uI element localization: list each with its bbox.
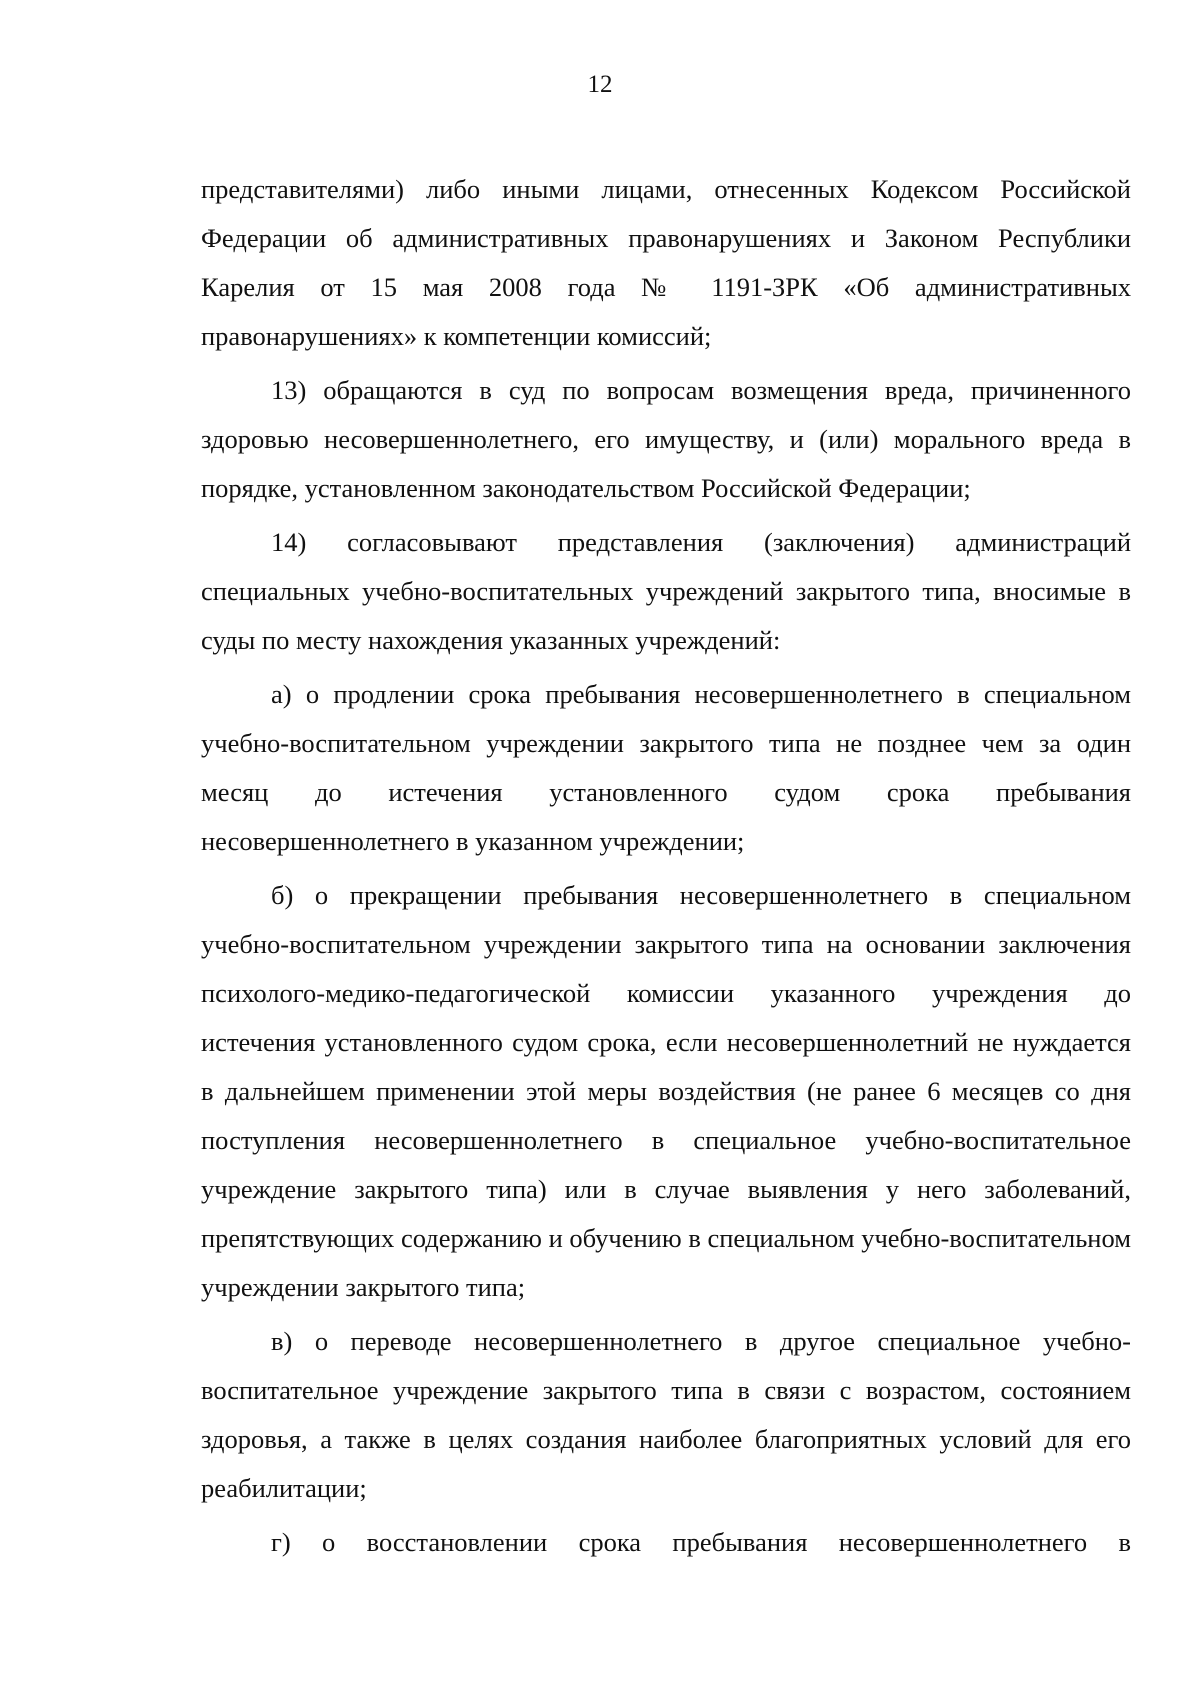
paragraph-subitem-v: в) о переводе несовершеннолетнего в другое специальное учебно-воспитательное учреждение закрытого типа в связи с возрастом, состоянием здоровья, а также в целях создания наиболее благоприятных условий для его реабилитации; <box>201 1326 1131 1503</box>
paragraph-item-13: 13) обращаются в суд по вопросам возмещения вреда, причиненного здоровью несовершеннолетнего, его имуществу, и (или) морального вреда в порядке, установленном законодательством Российской Федерации; <box>201 375 1131 503</box>
paragraph-subitem-g: г) о восстановлении срока пребывания несовершеннолетнего в <box>271 1527 1131 1557</box>
paragraph-subitem-a: а) о продлении срока пребывания несовершеннолетнего в специальном учебно-воспитательном учреждении закрытого типа не позднее чем за один месяц до истечения установленного судом срока пребывания несовершеннолетнего в указанном учреждении; <box>201 679 1131 856</box>
page-number: 12 <box>587 71 613 98</box>
paragraph-continuation: представителями) либо иными лицами, отнесенных Кодексом Российской Федерации об административных правонарушениях и Законом Республики Карелия от 15 мая 2008 года № 1191-ЗРК «Об административных правонарушениях» к компетенции комиссий; <box>201 174 1131 351</box>
paragraph-subitem-b: б) о прекращении пребывания несовершеннолетнего в специальном учебно-воспитательном учреждении закрытого типа на основании заключения психолого-медико-педагогической комиссии указанного учреждения до истечения установленного судом срока, если несовершеннолетний не нуждается в дальнейшем применении этой меры воздействия (не ранее 6 месяцев со дня поступления несовершеннолетнего в специальное учебно-воспитательное учреждение закрытого типа) или в случае выявления у него заболеваний, препятствующих содержанию и обучению в специальном учебно-воспитательном учреждении закрытого типа; <box>201 880 1131 1302</box>
document-body <box>201 165 1131 1567</box>
paragraph-item-14: 14) согласовывают представления (заключения) администраций специальных учебно-воспитательных учреждений закрытого типа, вносимые в суды по месту нахождения указанных учреждений: <box>201 527 1131 655</box>
